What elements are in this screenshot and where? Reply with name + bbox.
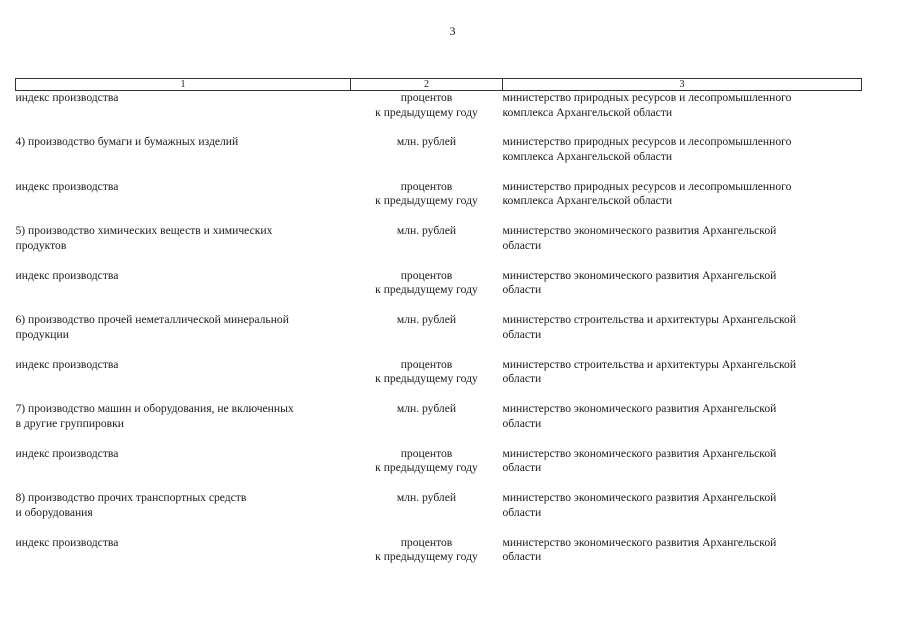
- responsible-body-line: министерство экономического развития Архангельской: [502, 535, 777, 549]
- table-row: [16, 180, 862, 225]
- unit-of-measure-cell: [351, 135, 503, 180]
- unit-of-measure-line: к предыдущему году: [375, 372, 478, 386]
- unit-of-measure-cell: [351, 447, 503, 492]
- responsible-body-cell: [503, 135, 862, 180]
- unit-of-measure-cell: [351, 536, 503, 581]
- unit-of-measure-cell: [351, 358, 503, 403]
- unit-of-measure-cell: [351, 180, 503, 225]
- responsible-body-cell: [503, 491, 862, 536]
- responsible-body-line: министерство строительства и архитектуры Архангельской: [502, 357, 797, 371]
- column-header-1: 1: [16, 79, 351, 91]
- indicator-name-line: продукции: [15, 327, 69, 341]
- table-row: [16, 402, 862, 447]
- indicator-name-line: 5) производство химических веществ и химических: [15, 224, 273, 237]
- indicator-name-cell: [16, 447, 351, 492]
- table-row: [16, 269, 862, 314]
- unit-of-measure-line: млн. рублей: [396, 402, 457, 415]
- responsible-body-line: комплекса Архангельской области: [502, 105, 673, 119]
- responsible-body-cell: [503, 224, 862, 269]
- indicator-name-cell: [16, 358, 351, 403]
- unit-of-measure-line: к предыдущему году: [375, 550, 478, 564]
- page-number: 3: [449, 24, 456, 38]
- responsible-body-cell: [503, 269, 862, 314]
- indicator-name-cell: [16, 313, 351, 358]
- unit-of-measure-line: млн. рублей: [396, 224, 457, 237]
- indicator-name-cell: [16, 536, 351, 581]
- responsible-body-cell: [503, 447, 862, 492]
- table-row: [16, 135, 862, 180]
- responsible-body-cell: [503, 91, 862, 136]
- responsible-body-line: области: [502, 238, 542, 252]
- indicator-name-line: 6) производство прочей неметаллической минеральной: [15, 313, 289, 326]
- responsible-body-cell: [503, 180, 862, 225]
- indicator-name-cell: [16, 180, 351, 225]
- indicator-name-line: индекс производства: [15, 446, 119, 460]
- responsible-body-line: области: [502, 550, 542, 564]
- indicator-name-line: 4) производство бумаги и бумажных изделий: [15, 135, 239, 148]
- table-row: [16, 91, 862, 136]
- indicator-name-line: в другие группировки: [15, 416, 124, 430]
- unit-of-measure-line: процентов: [400, 91, 453, 104]
- unit-of-measure-line: к предыдущему году: [375, 283, 478, 297]
- responsible-body-line: комплекса Архангельской области: [502, 194, 673, 208]
- unit-of-measure-line: млн. рублей: [396, 491, 457, 504]
- unit-of-measure-line: млн. рублей: [396, 135, 457, 148]
- responsible-body-line: области: [502, 283, 542, 297]
- unit-of-measure-cell: [351, 224, 503, 269]
- responsible-body-line: министерство экономического развития Архангельской: [502, 446, 777, 460]
- unit-of-measure-line: процентов: [400, 446, 453, 460]
- unit-of-measure-cell: [351, 269, 503, 314]
- indicator-name-line: и оборудования: [15, 505, 93, 519]
- responsible-body-line: области: [502, 327, 542, 341]
- column-header-3: 3: [503, 79, 862, 91]
- unit-of-measure-line: процентов: [400, 268, 453, 282]
- responsible-body-line: области: [502, 461, 542, 475]
- responsible-body-cell: [503, 536, 862, 581]
- indicator-name-line: 7) производство машин и оборудования, не включенных: [15, 402, 294, 415]
- unit-of-measure-line: млн. рублей: [396, 313, 457, 326]
- table-row: [16, 491, 862, 536]
- indicator-name-line: 8) производство прочих транспортных средств: [15, 491, 247, 504]
- unit-of-measure-cell: [351, 91, 503, 136]
- responsible-body-line: комплекса Архангельской области: [502, 149, 673, 163]
- unit-of-measure-line: процентов: [400, 179, 453, 193]
- responsible-body-cell: [503, 402, 862, 447]
- column-header-2: 2: [351, 79, 503, 91]
- table-row: [16, 536, 862, 581]
- indicator-name-cell: [16, 491, 351, 536]
- unit-of-measure-line: к предыдущему году: [375, 105, 478, 119]
- responsible-body-line: области: [502, 505, 542, 519]
- indicator-name-line: индекс производства: [15, 268, 119, 282]
- responsible-body-line: министерство природных ресурсов и лесопромышленного: [502, 91, 792, 104]
- unit-of-measure-line: к предыдущему году: [375, 194, 478, 208]
- responsible-body-line: министерство природных ресурсов и лесопромышленного: [502, 135, 792, 148]
- responsible-body-line: министерство экономического развития Архангельской: [502, 268, 777, 282]
- table-row: [16, 447, 862, 492]
- responsible-body-cell: [503, 313, 862, 358]
- unit-of-measure-cell: [351, 402, 503, 447]
- table-body: [16, 91, 862, 581]
- unit-of-measure-line: процентов: [400, 535, 453, 549]
- indicator-name-cell: [16, 224, 351, 269]
- indicators-table: [15, 78, 862, 580]
- indicator-name-line: индекс производства: [15, 91, 119, 104]
- responsible-body-line: министерство строительства и архитектуры Архангельской: [502, 313, 797, 326]
- column-numbers-row: [16, 79, 862, 91]
- responsible-body-line: министерство экономического развития Архангельской: [502, 491, 777, 504]
- indicator-name-cell: [16, 135, 351, 180]
- indicator-name-cell: [16, 91, 351, 136]
- responsible-body-line: области: [502, 416, 542, 430]
- responsible-body-line: области: [502, 372, 542, 386]
- indicator-name-line: индекс производства: [15, 535, 119, 549]
- unit-of-measure-cell: [351, 491, 503, 536]
- responsible-body-line: министерство природных ресурсов и лесопромышленного: [502, 179, 792, 193]
- indicator-name-cell: [16, 402, 351, 447]
- table-row: [16, 224, 862, 269]
- responsible-body-line: министерство экономического развития Архангельской: [502, 402, 777, 415]
- responsible-body-line: министерство экономического развития Архангельской: [502, 224, 777, 237]
- indicator-name-cell: [16, 269, 351, 314]
- responsible-body-cell: [503, 358, 862, 403]
- table-row: [16, 358, 862, 403]
- unit-of-measure-line: процентов: [400, 357, 453, 371]
- unit-of-measure-cell: [351, 313, 503, 358]
- indicator-name-line: продуктов: [15, 238, 67, 252]
- table-row: [16, 313, 862, 358]
- unit-of-measure-line: к предыдущему году: [375, 461, 478, 475]
- indicator-name-line: индекс производства: [15, 357, 119, 371]
- indicator-name-line: индекс производства: [15, 179, 119, 193]
